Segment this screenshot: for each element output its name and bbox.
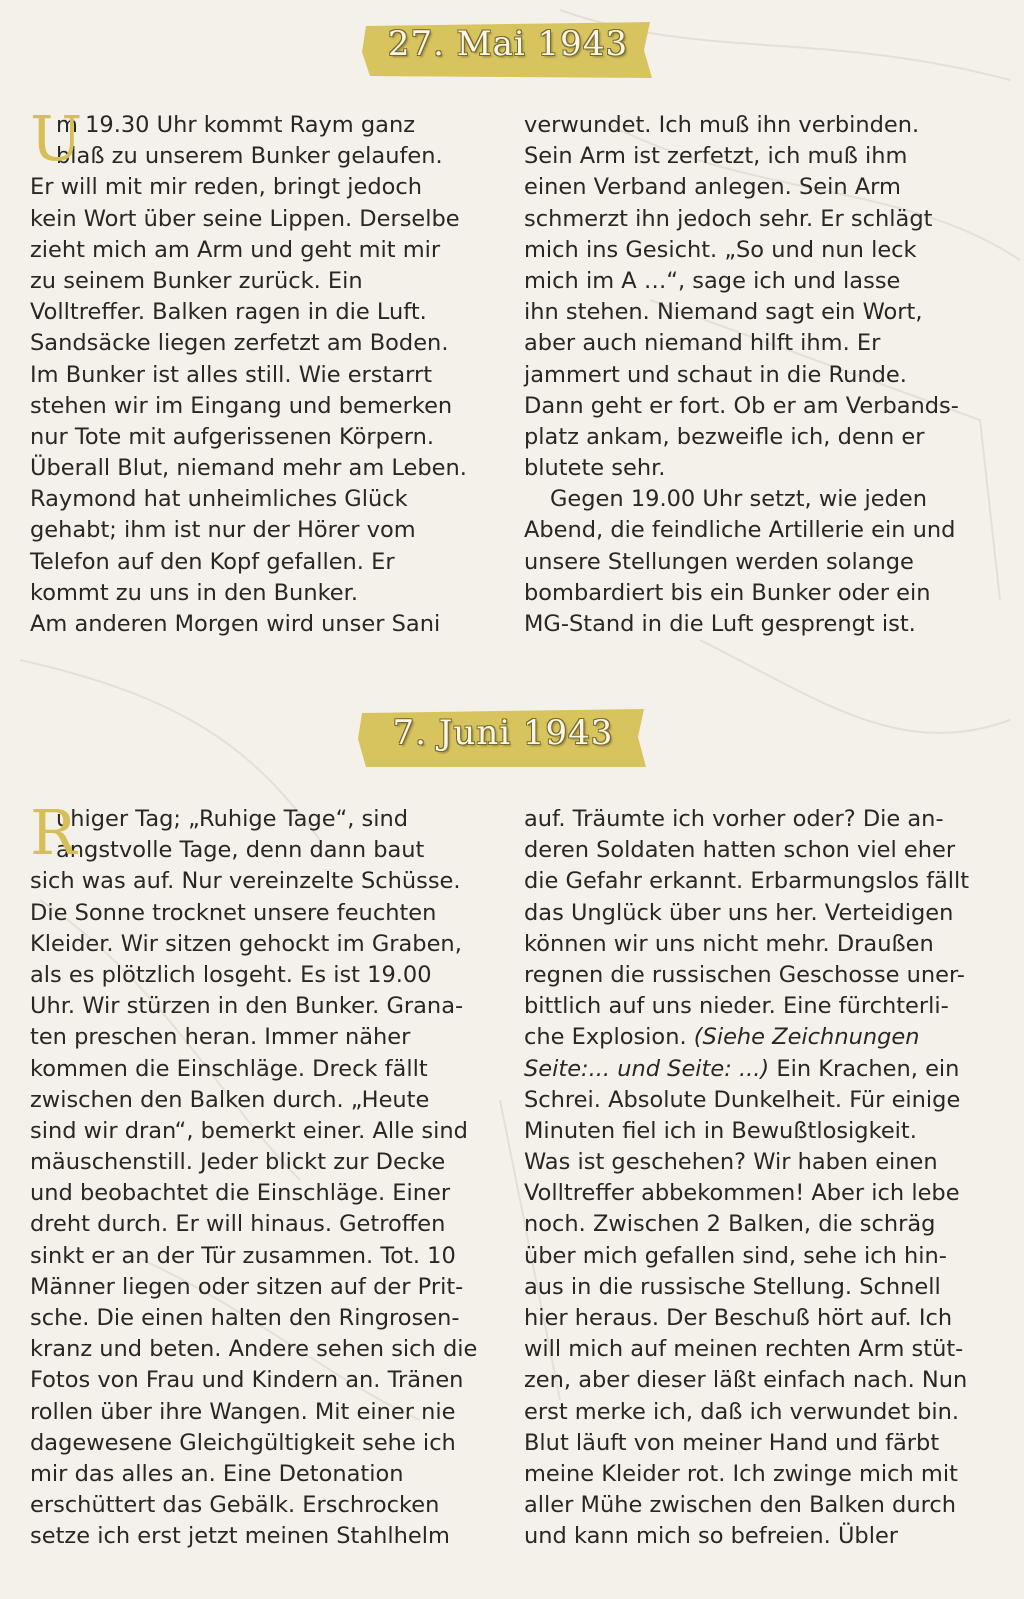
text-line: Seite:... und Seite: ...) Ein Krachen, ein <box>524 1055 960 1082</box>
text-line: angstvolle Tage, denn dann baut <box>56 837 425 864</box>
text-line: Gegen 19.00 Uhr setzt, wie jeden <box>550 486 927 513</box>
text-line: jammert und schaut in die Runde. <box>524 361 907 388</box>
text-line: unsere Stellungen werden solange <box>524 548 914 575</box>
text-line: Volltreffer abbekommen! Aber ich lebe <box>524 1180 960 1207</box>
text-line: blaß zu unserem Bunker gelaufen. <box>56 143 443 170</box>
text-line: Im Bunker ist alles still. Wie erstarrt <box>30 361 433 388</box>
text-line: können wir uns nicht mehr. Draußen <box>524 930 934 957</box>
text-line: mäuschenstill. Jeder blickt zur Decke <box>30 1149 446 1176</box>
text-line: platz ankam, bezweifle ich, denn er <box>524 423 925 450</box>
text-line: Raymond hat unheimliches Glück <box>30 486 408 513</box>
text-line: rollen über ihre Wangen. Mit einer nie <box>30 1398 456 1425</box>
text-line: kranz und beten. Andere sehen sich die <box>30 1336 478 1363</box>
text-line: zen, aber dieser läßt einfach nach. Nun <box>524 1367 968 1394</box>
text-line: sche. Die einen halten den Ringrosen- <box>30 1305 460 1331</box>
text-line: Kleider. Wir sitzen gehockt im Graben, <box>30 930 462 957</box>
text-line: nur Tote mit aufgerissenen Körpern. <box>30 423 435 450</box>
text-line: aller Mühe zwischen den Balken durch <box>524 1492 956 1519</box>
text-line: Was ist geschehen? Wir haben einen <box>524 1149 938 1176</box>
text-line: will mich auf meinen rechten Arm stüt- <box>524 1336 964 1363</box>
text-line: Volltreffer. Balken ragen in die Luft. <box>30 299 427 326</box>
text-line: und kann mich so befreien. Übler <box>524 1523 899 1550</box>
text-line: stehen wir im Eingang und bemerken <box>30 392 453 419</box>
text-line: sind wir dran“, bemerkt einer. Alle sind <box>30 1117 468 1144</box>
text-line: Die Sonne trocknet unsere feuchten <box>30 899 437 926</box>
text-line: einen Verband anlegen. Sein Arm <box>524 174 901 201</box>
text-line: aus in die russische Stellung. Schnell <box>524 1273 941 1300</box>
text-line: schmerzt ihn jedoch sehr. Er schlägt <box>524 205 933 232</box>
text-line: das Unglück über uns her. Verteidigen <box>524 899 954 926</box>
text-line: meine Kleider rot. Ich zwinge mich mit <box>524 1460 958 1487</box>
text-line: regnen die russischen Geschosse uner- <box>524 961 965 988</box>
section-date: 27. Mai 1943 <box>387 24 629 64</box>
text-line: auf. Träumte ich vorher oder? Die an- <box>524 806 944 832</box>
section1-right-column <box>524 110 959 640</box>
text-line: hier heraus. Der Beschuß hört auf. Ich <box>524 1305 953 1331</box>
text-line: Blut läuft von meiner Hand und färbt <box>524 1429 940 1456</box>
text-line: dagewesene Gleichgültigkeit sehe ich <box>30 1429 456 1456</box>
text-line: noch. Zwischen 2 Balken, die schräg <box>524 1211 936 1238</box>
text-line: erschüttert das Gebälk. Erschrocken <box>30 1492 440 1519</box>
text-line: R uhiger Tag; „Ruhige Tage“, sind <box>30 796 409 869</box>
text-line: Er will mit mir reden, bringt jedoch <box>30 174 423 201</box>
text-line: zu seinem Bunker zurück. Ein <box>30 267 363 294</box>
text-line: deren Soldaten hatten schon viel eher <box>524 837 956 864</box>
text-line: MG-Stand in die Luft gesprengt ist. <box>524 611 916 637</box>
text-line: zwischen den Balken durch. „Heute <box>30 1086 430 1113</box>
text-line: gehabt; ihm ist nur der Hörer vom <box>30 517 416 544</box>
text-line: Telefon auf den Kopf gefallen. Er <box>30 548 395 575</box>
text-line: mich ins Gesicht. „So und nun leck <box>524 236 917 263</box>
text-line: kommt zu uns in den Bunker. <box>30 579 358 606</box>
text-line: ten preschen heran. Immer näher <box>30 1024 411 1051</box>
section1-left-column <box>30 102 467 640</box>
text-line: dreht durch. Er will hinaus. Getroffen <box>30 1211 446 1238</box>
text-line: und beobachtet die Einschläge. Einer <box>30 1180 451 1207</box>
text-line: Fotos von Frau und Kindern an. Tränen <box>30 1367 464 1394</box>
text-line: die Gefahr erkannt. Erbarmungslos fällt <box>524 868 970 895</box>
text-line: aber auch niemand hilft ihm. Er <box>524 330 881 357</box>
text-line: als es plötzlich losgeht. Es ist 19.00 <box>30 961 432 988</box>
text-line: über mich gefallen sind, sehe ich hin- <box>524 1242 947 1269</box>
text-line: bittlich auf uns nieder. Eine fürchterli- <box>524 993 949 1020</box>
text-line: Schrei. Absolute Dunkelheit. Für einige <box>524 1086 961 1113</box>
text-line: kein Wort über seine Lippen. Derselbe <box>30 205 460 232</box>
text-line: zieht mich am Arm und geht mit mir <box>30 236 441 263</box>
date-banner-1 <box>360 18 656 82</box>
text-line: ihn stehen. Niemand sagt ein Wort, <box>524 299 923 326</box>
text-line: mir das alles an. Eine Detonation <box>30 1460 404 1487</box>
text-line: mich im A …“, sage ich und lasse <box>524 267 901 294</box>
text-line: erst merke ich, daß ich verwundet bin. <box>524 1398 960 1425</box>
text-line: Uhr. Wir stürzen in den Bunker. Grana- <box>30 993 464 1020</box>
dropcap: R <box>30 796 77 869</box>
text-line: Am anderen Morgen wird unser Sani <box>30 611 441 637</box>
text-line: Dann geht er fort. Ob er am Verbands- <box>524 392 959 419</box>
text-line: blutete sehr. <box>524 455 666 482</box>
text-line: verwundet. Ich muß ihn verbinden. <box>524 112 920 138</box>
text-line: Sandsäcke liegen zerfetzt am Boden. <box>30 330 449 357</box>
dropcap: U <box>30 102 83 175</box>
text-line: Sein Arm ist zerfetzt, ich muß ihm <box>524 143 908 170</box>
text-line: Abend, die feindliche Artillerie ein und <box>524 517 956 544</box>
text-line: Überall Blut, niemand mehr am Leben. <box>30 455 467 482</box>
section-date: 7. Juni 1943 <box>392 713 614 753</box>
text-line: U m 19.30 Uhr kommt Raym ganz <box>30 102 416 175</box>
italic-reference: (Siehe Zeichnungen <box>693 1024 920 1051</box>
italic-reference: Seite:... und Seite: ...) <box>524 1055 770 1082</box>
text-line: sinkt er an der Tür zusammen. Tot. 10 <box>30 1242 456 1269</box>
text-line: sich was auf. Nur vereinzelte Schüsse. <box>30 868 461 895</box>
section2-right-column <box>524 804 969 1553</box>
text-line: che Explosion. (Siehe Zeichnungen <box>524 1024 920 1051</box>
section2-left-column <box>30 796 478 1553</box>
text-line: bombardiert bis ein Bunker oder ein <box>524 579 931 606</box>
text-line: kommen die Einschläge. Dreck fällt <box>30 1055 428 1082</box>
text-line: Minuten fiel ich in Bewußtlosigkeit. <box>524 1117 917 1144</box>
text-line: setze ich erst jetzt meinen Stahlhelm <box>30 1523 450 1550</box>
date-banner-2 <box>358 707 648 771</box>
text-line: Männer liegen oder sitzen auf der Prit- <box>30 1273 464 1300</box>
